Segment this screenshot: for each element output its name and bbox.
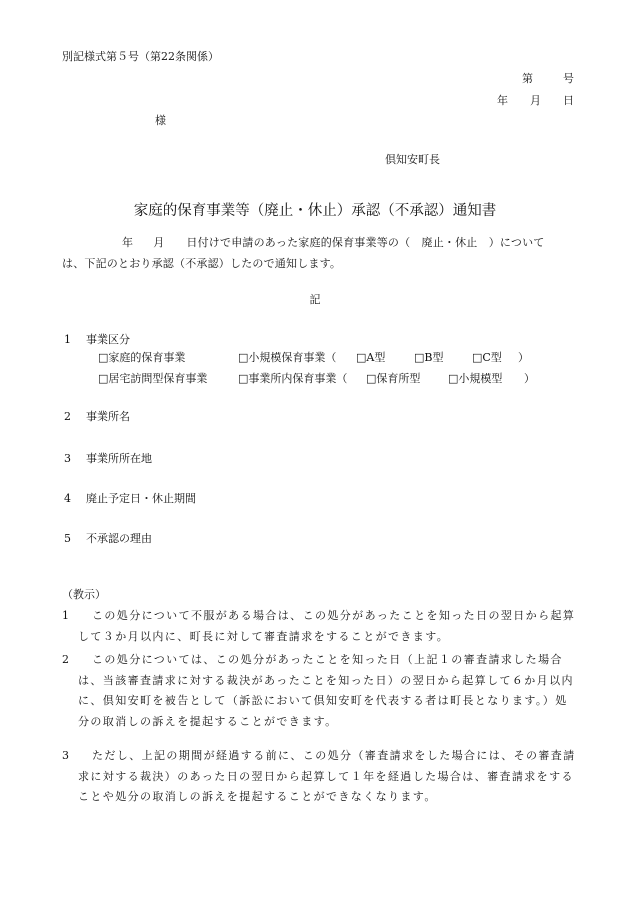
close-paren: ） <box>524 372 535 385</box>
instruction-number: 1 <box>62 609 71 622</box>
item-label: 事業区分 <box>86 333 130 346</box>
number-prefix: 第 <box>522 72 533 85</box>
instruction-number: 3 <box>62 749 71 762</box>
item-label: 廃止予定日・休止期間 <box>86 492 196 505</box>
addressee-suffix: 様 <box>155 114 166 127</box>
instruction-text: ただし、上記の期間が経過する前に、この処分（審査請求をした場合には、その審査請求に対する裁決）のあった日の翌日から起算して１年を経過した場合は、審査請求をすることや処分の取消しの訴えを提起することができなくなります。 <box>78 749 576 803</box>
checkbox-row-1 <box>98 349 529 365</box>
document-title: 家庭的保育事業等（廃止・休止）承認（不承認）通知書 <box>133 203 497 219</box>
item-business-address <box>64 450 152 466</box>
document-number-line <box>522 70 574 86</box>
checkbox-type-b[interactable]: □B型 <box>414 351 444 364</box>
body-text-1: 日付けで申請のあった家庭的保育事業等の（ 廃止・休止 ）について <box>186 236 545 249</box>
checkbox-nursery-type[interactable]: □保育所型 <box>366 372 421 385</box>
date-day: 日 <box>563 94 574 107</box>
date-month: 月 <box>530 94 541 107</box>
body-month: 月 <box>153 236 165 249</box>
item-number: 2 <box>64 410 71 423</box>
item-business-type <box>64 331 130 347</box>
checkbox-small-scale[interactable]: □小規模保育事業（ <box>238 351 337 364</box>
item-label: 事業所名 <box>86 410 130 423</box>
notice-body <box>62 232 572 274</box>
item-label: 事業所所在地 <box>86 452 152 465</box>
date-line <box>497 92 574 108</box>
item-number: 3 <box>64 452 71 465</box>
instruction-item-1 <box>62 606 577 647</box>
checkbox-row-2 <box>98 370 535 386</box>
instruction-text: この処分について不服がある場合は、この処分があったことを知った日の翌日から起算して３か月以内に、町長に対して審査請求をすることができます。 <box>78 609 576 643</box>
issuer-name: 倶知安町長 <box>385 153 440 166</box>
number-suffix: 号 <box>563 72 574 85</box>
body-text-2: は、下記のとおり承認（不承認）したので通知します。 <box>62 257 342 270</box>
instruction-text: この処分については、この処分があったことを知った日（上記１の審査請求した場合は、当該審査請求に対する裁決があったことを知った日）の翌日から起算して６か月以内に、倶知安町を被告として（訴訟において倶知安町を代表する者は町長となります。）処分の取消しの訴えを提起することができます。 <box>78 653 574 728</box>
date-year: 年 <box>497 94 508 107</box>
instruction-item-3 <box>62 746 577 808</box>
form-reference: 別記様式第５号（第22条関係） <box>62 50 219 63</box>
checkbox-workplace[interactable]: □事業所内保育事業（ <box>238 372 348 385</box>
instruction-number: 2 <box>62 653 71 666</box>
item-number: 5 <box>64 532 71 545</box>
close-paren: ） <box>518 351 529 364</box>
item-label: 不承認の理由 <box>86 532 152 545</box>
instruction-heading: （教示） <box>62 588 106 601</box>
checkbox-type-c[interactable]: □C型 <box>472 351 502 364</box>
item-closure-period <box>64 490 196 506</box>
checkbox-family-childcare[interactable]: □家庭的保育事業 <box>98 351 186 364</box>
item-business-name <box>64 408 130 424</box>
checkbox-home-visit[interactable]: □居宅訪問型保育事業 <box>98 372 208 385</box>
body-year: 年 <box>122 236 134 249</box>
checkbox-type-a[interactable]: □A型 <box>356 351 386 364</box>
ki-heading: 記 <box>309 293 321 306</box>
checkbox-small-type[interactable]: □小規模型 <box>448 372 503 385</box>
item-number: 1 <box>64 333 71 346</box>
item-disapproval-reason <box>64 530 152 546</box>
item-number: 4 <box>64 492 71 505</box>
instruction-item-2 <box>62 650 577 732</box>
